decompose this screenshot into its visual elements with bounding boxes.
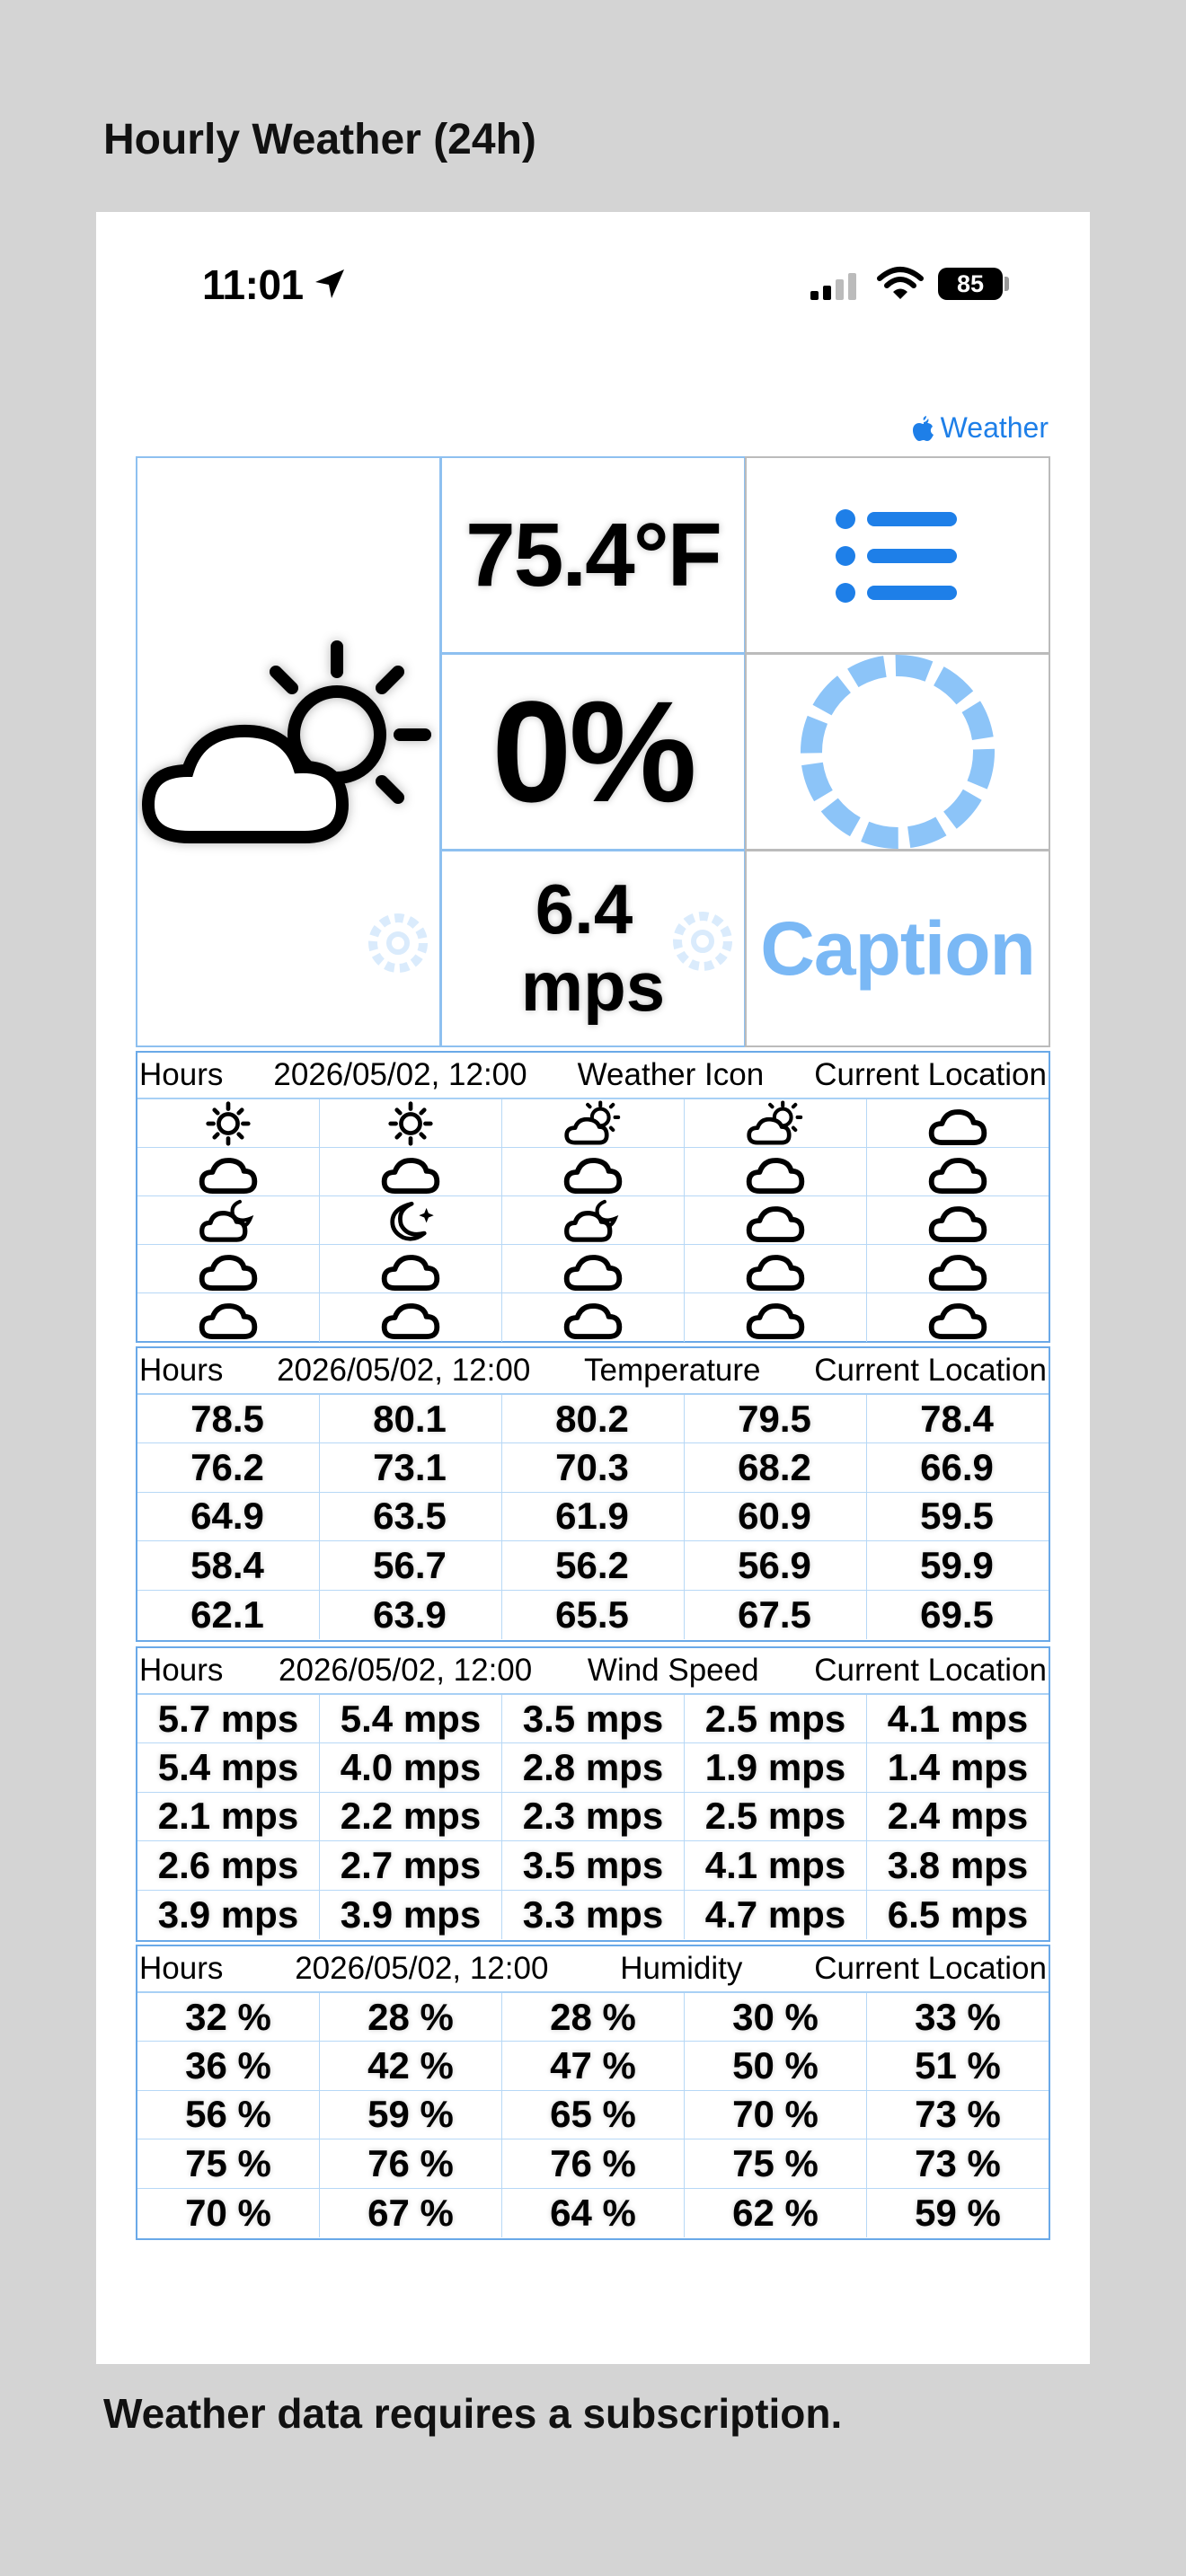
caption-label: Caption xyxy=(760,905,1035,991)
cell-value: 3.8 mps xyxy=(887,1843,1029,1886)
table-cell xyxy=(320,1541,502,1589)
table-row xyxy=(137,1443,1049,1492)
summary-grid xyxy=(136,456,1050,1047)
cell-value: 28 % xyxy=(550,1995,636,2038)
cell-value: 2.7 mps xyxy=(340,1843,482,1886)
table-cell xyxy=(685,1841,867,1889)
table-cell xyxy=(320,2091,502,2139)
cloud-icon xyxy=(320,1148,502,1195)
table-cell xyxy=(502,1493,685,1540)
table-cell xyxy=(137,1743,320,1791)
cloud-icon xyxy=(867,1245,1049,1292)
cell-value: 70.3 xyxy=(555,1446,629,1489)
hours-label: Hours xyxy=(139,1653,224,1688)
battery-tip xyxy=(1005,277,1009,291)
location-label: Current Location xyxy=(814,1951,1047,1986)
cell-value: 3.5 mps xyxy=(522,1697,664,1740)
cloud-icon xyxy=(685,1245,867,1292)
table-cell xyxy=(502,1841,685,1889)
table-cell xyxy=(320,1443,502,1491)
partly-sunny-icon xyxy=(502,1099,685,1147)
table-cell xyxy=(685,2042,867,2089)
cell-value: 67.5 xyxy=(738,1592,811,1636)
cloud-moon-icon xyxy=(502,1196,685,1244)
table-cell xyxy=(137,1443,320,1491)
time-label: 2026/05/02, 12:00 xyxy=(279,1653,533,1688)
precipitation-cell xyxy=(440,653,746,851)
cell-value: 65.5 xyxy=(555,1592,629,1636)
table-cell xyxy=(502,1443,685,1491)
cloud-icon xyxy=(867,1099,1049,1147)
cell-value: 61.9 xyxy=(555,1495,629,1538)
cell-value: 58.4 xyxy=(190,1543,264,1586)
table-row xyxy=(137,1099,1049,1148)
location-label: Current Location xyxy=(814,1653,1047,1688)
temperature-grid xyxy=(137,1395,1049,1639)
metric-label: Temperature xyxy=(584,1353,761,1388)
battery-indicator: 85 xyxy=(938,268,1003,300)
table-cell xyxy=(137,1493,320,1540)
moon-stars-icon xyxy=(320,1196,502,1244)
time-label: 2026/05/02, 12:00 xyxy=(273,1057,527,1092)
cell-value: 6.5 mps xyxy=(887,1892,1029,1936)
cloud-icon xyxy=(320,1293,502,1342)
cell-value: 64 % xyxy=(550,2191,636,2234)
table-row xyxy=(137,1793,1049,1841)
cloud-icon xyxy=(685,1148,867,1195)
cell-value: 36 % xyxy=(185,2044,271,2087)
sun-icon xyxy=(137,1099,320,1147)
table-cell xyxy=(867,1591,1049,1639)
table-cell xyxy=(685,1993,867,2041)
cell-value: 78.4 xyxy=(920,1397,994,1440)
cell-value: 2.5 mps xyxy=(704,1697,846,1740)
cell-value: 2.2 mps xyxy=(340,1795,482,1838)
cell-value: 32 % xyxy=(185,1995,271,2038)
table-cell xyxy=(685,1793,867,1840)
table-row xyxy=(137,1541,1049,1590)
cloud-icon xyxy=(320,1245,502,1292)
wind-cell xyxy=(440,850,746,1047)
table-cell xyxy=(137,1891,320,1939)
cloud-icon xyxy=(502,1245,685,1292)
cell-value: 2.6 mps xyxy=(157,1843,299,1886)
wind-speed-value: 6.4 xyxy=(535,869,633,949)
time-label: 2026/05/02, 12:00 xyxy=(295,1951,549,1986)
table-row xyxy=(137,2042,1049,2090)
cell-value: 2.3 mps xyxy=(522,1795,664,1838)
cell-value: 60.9 xyxy=(738,1495,811,1538)
cloud-moon-icon xyxy=(137,1196,320,1244)
table-cell xyxy=(320,1891,502,1939)
gear-watermark-icon xyxy=(362,907,434,979)
apple-logo-icon xyxy=(912,415,935,442)
subscription-note: Weather data requires a subscription. xyxy=(103,2390,843,2437)
widget-preview xyxy=(96,212,1090,2364)
table-cell xyxy=(867,2042,1049,2089)
current-weather-icon-cell xyxy=(136,456,441,1047)
table-cell xyxy=(502,2139,685,2187)
cell-value: 73 % xyxy=(915,2141,1001,2184)
table-cell xyxy=(320,2189,502,2237)
cell-value: 79.5 xyxy=(738,1397,811,1440)
table-cell xyxy=(137,2189,320,2237)
table-cell xyxy=(867,1541,1049,1589)
partly-sunny-icon xyxy=(137,629,443,898)
table-cell xyxy=(320,2139,502,2187)
page-title: Hourly Weather (24h) xyxy=(103,116,536,163)
hours-label: Hours xyxy=(139,1057,224,1092)
table-cell xyxy=(867,1695,1049,1742)
location-label: Current Location xyxy=(814,1057,1047,1092)
cell-value: 3.9 mps xyxy=(157,1892,299,1936)
cell-value: 76 % xyxy=(367,2141,454,2184)
cell-value: 56 % xyxy=(185,2093,271,2136)
cell-value: 80.2 xyxy=(555,1397,629,1440)
table-cell xyxy=(867,2091,1049,2139)
cell-value: 3.5 mps xyxy=(522,1843,664,1886)
table-cell xyxy=(502,1395,685,1442)
table-cell xyxy=(685,1695,867,1742)
cell-value: 65 % xyxy=(550,2093,636,2136)
table-cell xyxy=(502,1743,685,1791)
table-cell xyxy=(137,2091,320,2139)
icon-grid xyxy=(137,1099,1049,1342)
section-header xyxy=(137,1648,1049,1695)
cell-value: 2.1 mps xyxy=(157,1795,299,1838)
table-row xyxy=(137,1743,1049,1792)
cell-value: 70 % xyxy=(185,2191,271,2234)
table-cell xyxy=(320,1993,502,2041)
table-row xyxy=(137,1293,1049,1342)
table-cell xyxy=(685,1395,867,1442)
partly-sunny-icon xyxy=(685,1099,867,1147)
table-cell xyxy=(685,1493,867,1540)
cell-value: 76 % xyxy=(550,2141,636,2184)
table-cell xyxy=(137,1841,320,1889)
table-row xyxy=(137,1245,1049,1293)
table-cell xyxy=(867,1443,1049,1491)
table-row xyxy=(137,1695,1049,1743)
table-cell xyxy=(502,1695,685,1742)
cloud-icon xyxy=(685,1293,867,1342)
list-icon xyxy=(835,507,960,605)
cell-value: 50 % xyxy=(732,2044,819,2087)
progress-ring-icon xyxy=(790,644,1005,860)
table-cell xyxy=(137,2139,320,2187)
table-cell xyxy=(320,1793,502,1840)
cell-value: 3.3 mps xyxy=(522,1892,664,1936)
cloud-icon xyxy=(867,1293,1049,1342)
cell-value: 59.9 xyxy=(920,1543,994,1586)
status-bar xyxy=(96,212,1090,347)
current-temperature: 75.4°F xyxy=(465,504,721,605)
cell-value: 2.5 mps xyxy=(704,1795,846,1838)
cell-value: 5.4 mps xyxy=(157,1746,299,1789)
humidity-grid xyxy=(137,1993,1049,2237)
table-cell xyxy=(320,1743,502,1791)
cell-value: 5.4 mps xyxy=(340,1697,482,1740)
cloud-icon xyxy=(867,1196,1049,1244)
table-row xyxy=(137,1395,1049,1443)
table-cell xyxy=(320,1591,502,1639)
cell-value: 5.7 mps xyxy=(157,1697,299,1740)
table-row xyxy=(137,1493,1049,1541)
cloud-icon xyxy=(867,1148,1049,1195)
weather-attribution[interactable] xyxy=(912,411,1049,445)
wind-grid xyxy=(137,1695,1049,1939)
table-row xyxy=(137,2139,1049,2188)
cell-value: 3.9 mps xyxy=(340,1892,482,1936)
cell-value: 4.0 mps xyxy=(340,1746,482,1789)
table-row xyxy=(137,1993,1049,2042)
cellular-signal-icon xyxy=(810,273,864,300)
temperature-section xyxy=(136,1346,1050,1642)
table-row xyxy=(137,1148,1049,1196)
cell-value: 75 % xyxy=(732,2141,819,2184)
table-cell xyxy=(137,1541,320,1589)
table-row xyxy=(137,2189,1049,2237)
table-cell xyxy=(502,2091,685,2139)
cell-value: 1.4 mps xyxy=(887,1746,1029,1789)
table-cell xyxy=(502,1591,685,1639)
cell-value: 73.1 xyxy=(373,1446,447,1489)
cell-value: 63.5 xyxy=(373,1495,447,1538)
precipitation-chance: 0% xyxy=(491,671,695,832)
cell-value: 68.2 xyxy=(738,1446,811,1489)
table-cell xyxy=(502,1993,685,2041)
table-cell xyxy=(867,1793,1049,1840)
wind-speed xyxy=(442,851,744,1045)
cell-value: 42 % xyxy=(367,2044,454,2087)
table-cell xyxy=(502,2189,685,2237)
wind-speed-section xyxy=(136,1646,1050,1942)
table-cell xyxy=(685,1443,867,1491)
table-cell xyxy=(320,1695,502,1742)
cell-value: 64.9 xyxy=(190,1495,264,1538)
cell-value: 1.9 mps xyxy=(704,1746,846,1789)
metric-label: Wind Speed xyxy=(587,1653,759,1688)
cell-value: 69.5 xyxy=(920,1592,994,1636)
cell-value: 76.2 xyxy=(190,1446,264,1489)
list-cell[interactable] xyxy=(745,456,1050,654)
loading-ring-cell xyxy=(745,653,1050,851)
weather-attribution-label: Weather xyxy=(940,411,1049,444)
weather-icon-section xyxy=(136,1051,1050,1343)
table-cell xyxy=(867,1743,1049,1791)
table-cell xyxy=(685,2189,867,2237)
cell-value: 75 % xyxy=(185,2141,271,2184)
location-arrow-icon xyxy=(312,266,348,302)
cell-value: 56.2 xyxy=(555,1543,629,1586)
cell-value: 59 % xyxy=(367,2093,454,2136)
table-row xyxy=(137,1841,1049,1890)
cell-value: 56.9 xyxy=(738,1543,811,1586)
table-cell xyxy=(320,1493,502,1540)
section-header xyxy=(137,1348,1049,1395)
hours-label: Hours xyxy=(139,1353,224,1388)
table-cell xyxy=(320,1395,502,1442)
table-row xyxy=(137,2091,1049,2139)
hours-label: Hours xyxy=(139,1951,224,1986)
table-row xyxy=(137,1196,1049,1245)
cell-value: 30 % xyxy=(732,1995,819,2038)
table-cell xyxy=(502,1891,685,1939)
cell-value: 47 % xyxy=(550,2044,636,2087)
table-cell xyxy=(320,2042,502,2089)
cloud-icon xyxy=(685,1196,867,1244)
cell-value: 62 % xyxy=(732,2191,819,2234)
cell-value: 59.5 xyxy=(920,1495,994,1538)
table-cell xyxy=(867,2139,1049,2187)
cell-value: 33 % xyxy=(915,1995,1001,2038)
table-row xyxy=(137,1591,1049,1639)
cell-value: 28 % xyxy=(367,1995,454,2038)
table-cell xyxy=(137,1993,320,2041)
table-cell xyxy=(137,1695,320,1742)
cell-value: 80.1 xyxy=(373,1397,447,1440)
table-cell xyxy=(685,2139,867,2187)
cell-value: 66.9 xyxy=(920,1446,994,1489)
cell-value: 51 % xyxy=(915,2044,1001,2087)
table-cell xyxy=(137,1591,320,1639)
cell-value: 62.1 xyxy=(190,1592,264,1636)
cell-value: 2.4 mps xyxy=(887,1795,1029,1838)
table-row xyxy=(137,1891,1049,1939)
cloud-icon xyxy=(502,1148,685,1195)
cell-value: 59 % xyxy=(915,2191,1001,2234)
status-time: 11:01 xyxy=(202,261,304,308)
table-cell xyxy=(685,1591,867,1639)
caption-cell xyxy=(745,850,1050,1047)
cell-value: 67 % xyxy=(367,2191,454,2234)
table-cell xyxy=(502,1541,685,1589)
cloud-icon xyxy=(137,1245,320,1292)
cell-value: 63.9 xyxy=(373,1592,447,1636)
cell-value: 70 % xyxy=(732,2093,819,2136)
table-cell xyxy=(867,2189,1049,2237)
cell-value: 2.8 mps xyxy=(522,1746,664,1789)
table-cell xyxy=(867,1891,1049,1939)
table-cell xyxy=(867,1841,1049,1889)
table-cell xyxy=(137,1395,320,1442)
cell-value: 73 % xyxy=(915,2093,1001,2136)
table-cell xyxy=(502,1793,685,1840)
sun-icon xyxy=(320,1099,502,1147)
location-label: Current Location xyxy=(814,1353,1047,1388)
table-cell xyxy=(137,1793,320,1840)
temperature-cell xyxy=(440,456,746,654)
table-cell xyxy=(685,1743,867,1791)
cloud-icon xyxy=(137,1293,320,1342)
metric-label: Humidity xyxy=(620,1951,743,1986)
table-cell xyxy=(685,1891,867,1939)
table-cell xyxy=(320,1841,502,1889)
section-header xyxy=(137,1053,1049,1099)
cloud-icon xyxy=(502,1293,685,1342)
table-cell xyxy=(867,1993,1049,2041)
cell-value: 4.7 mps xyxy=(704,1892,846,1936)
table-cell xyxy=(137,2042,320,2089)
table-cell xyxy=(685,1541,867,1589)
table-cell xyxy=(867,1493,1049,1540)
wifi-icon xyxy=(876,266,925,302)
cell-value: 78.5 xyxy=(190,1397,264,1440)
cell-value: 4.1 mps xyxy=(704,1843,846,1886)
cell-value: 4.1 mps xyxy=(887,1697,1029,1740)
table-cell xyxy=(502,2042,685,2089)
cell-value: 56.7 xyxy=(373,1543,447,1586)
metric-label: Weather Icon xyxy=(577,1057,765,1092)
wind-speed-unit: mps xyxy=(520,947,666,1026)
cloud-icon xyxy=(137,1148,320,1195)
humidity-section xyxy=(136,1945,1050,2240)
section-header xyxy=(137,1946,1049,1993)
table-cell xyxy=(685,2091,867,2139)
time-label: 2026/05/02, 12:00 xyxy=(277,1353,531,1388)
table-cell xyxy=(867,1395,1049,1442)
